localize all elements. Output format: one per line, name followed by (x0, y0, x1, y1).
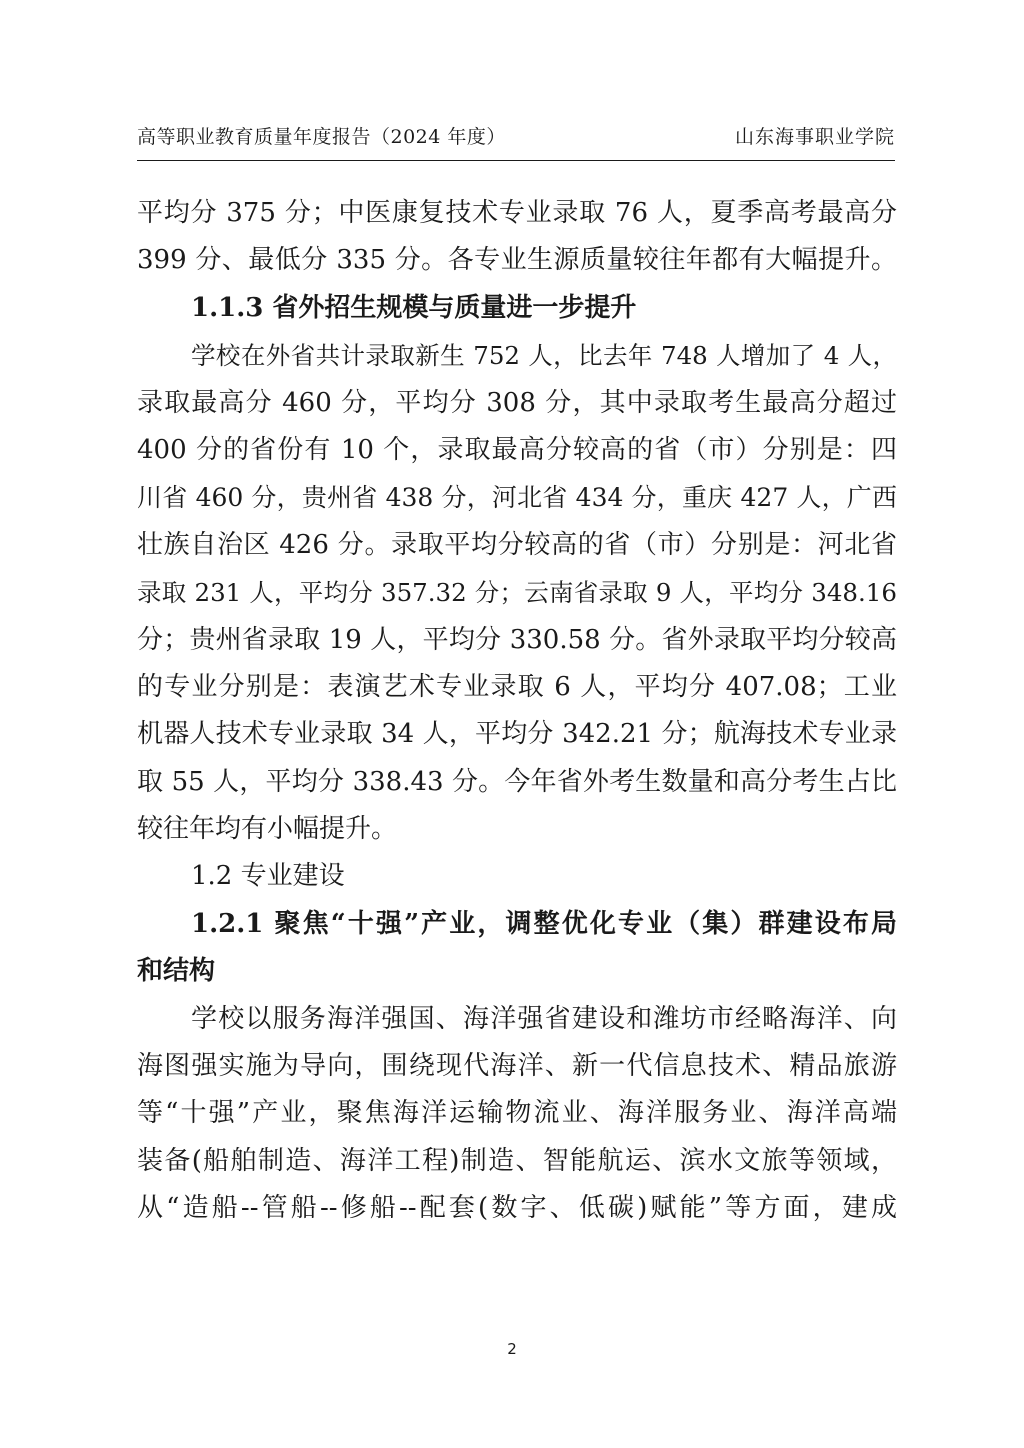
body-line: 平均分 375 分；中医康复技术专业录取 76 人，夏季高考最高分 (137, 198, 897, 228)
body-line: 399 分、最低分 335 分。各专业生源质量较往年都有大幅提升。 (137, 245, 897, 276)
document-body (137, 190, 897, 1233)
body-line: 较往年均有小幅提升。 (137, 814, 398, 845)
section-heading: 1.1.3 省外招生规模与质量进一步提升 (191, 292, 637, 323)
page-header (137, 122, 895, 152)
subsection-heading: 1.2.1 聚焦“十强”产业，调整优化专业（集）群建设布局 (191, 908, 897, 939)
body-line: 取 55 人，平均分 338.43 分。今年省外考生数量和高分考生占比 (137, 766, 897, 797)
body-line: 学校以服务海洋强国、海洋强省建设和潍坊市经略海洋、向 (191, 1003, 897, 1034)
body-line: 壮族自治区 426 分。录取平均分较高的省（市）分别是：河北省 (137, 529, 897, 560)
body-line: 录取 231 人，平均分 357.32 分；云南省录取 9 人，平均分 348.16 (137, 578, 897, 608)
institution-name: 山东海事职业学院 (734, 126, 895, 148)
header-divider (137, 160, 895, 161)
body-line: 等“十强”产业，聚焦海洋运输物流业、海洋服务业、海洋高端 (137, 1098, 897, 1129)
body-line: 录取最高分 460 分，平均分 308 分，其中录取考生最高分超过 (137, 387, 897, 418)
body-line: 川省 460 分，贵州省 438 分，河北省 434 分，重庆 427 人，广西 (137, 483, 897, 513)
body-line: 装备(船舶制造、海洋工程)制造、智能航运、滨水文旅等领域， (137, 1145, 897, 1176)
body-line: 400 分的省份有 10 个，录取最高分较高的省（市）分别是：四 (137, 434, 897, 465)
body-line: 海图强实施为导向，围绕现代海洋、新一代信息技术、精品旅游 (137, 1051, 897, 1082)
body-line: 学校在外省共计录取新生 752 人，比去年 748 人增加了 4 人， (191, 341, 897, 371)
report-title: 高等职业教育质量年度报告（2024 年度） (137, 126, 506, 148)
body-line: 的专业分别是：表演艺术专业录取 6 人，平均分 407.08；工业 (137, 671, 897, 702)
body-line: 从“造船--管船--修船--配套(数字、低碳)赋能”等方面，建成 (137, 1193, 897, 1224)
section-heading: 1.2 专业建设 (191, 861, 345, 892)
body-line: 分；贵州省录取 19 人，平均分 330.58 分。省外录取平均分较高 (137, 624, 897, 655)
subsection-heading-continued: 和结构 (137, 956, 216, 987)
body-line: 机器人技术专业录取 34 人，平均分 342.21 分；航海技术专业录 (137, 719, 897, 750)
page-number: 2 (507, 1340, 517, 1358)
